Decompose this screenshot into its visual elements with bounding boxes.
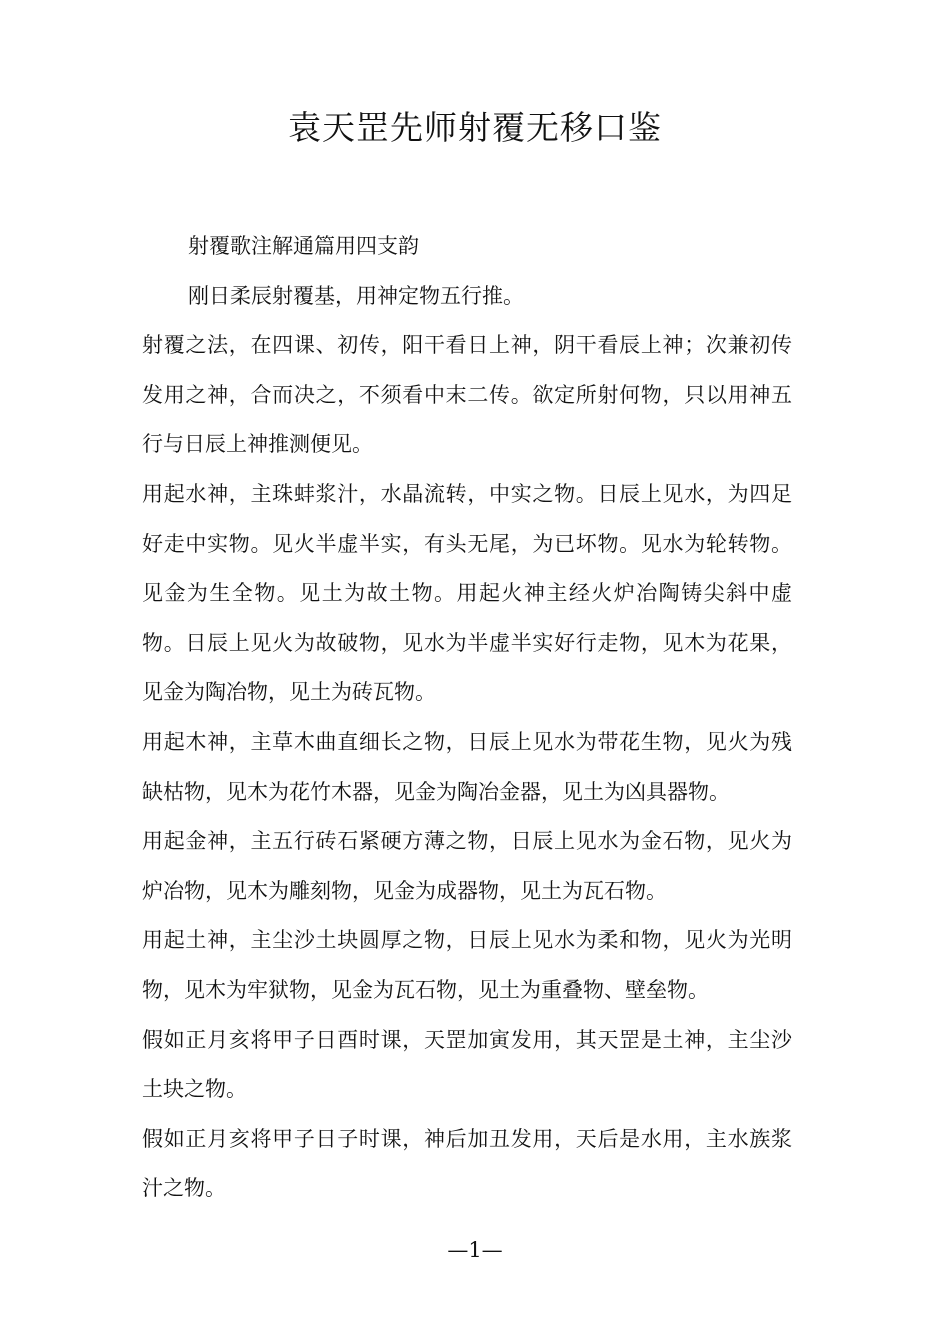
- paragraph-example-1: 假如正月亥将甲子日酉时课，天罡加寅发用，其天罡是土神，主尘沙土块之物。: [142, 1027, 792, 1102]
- document-title: 袁天罡先师射覆无移口鉴: [288, 108, 662, 147]
- verse-line: 刚日柔辰射覆基，用神定物五行推。: [188, 283, 524, 308]
- paragraph-wood: 用起木神，主草木曲直细长之物，日辰上见水为带花生物，见火为残缺枯物，见木为花竹木器，见金为陶冶金器，见土为凶具器物。: [142, 729, 792, 804]
- page-number: —1—: [447, 1238, 503, 1262]
- paragraph-water-fire: 用起水神，主珠蚌浆汁，水晶流转，中实之物。日辰上见水，为四足好走中实物。见火半虚半实，有头无尾，为已坏物。见水为轮转物。见金为生全物。见土为故土物。用起火神主经火炉冶陶铸尖斜中虚物。日辰上见火为故破物，见水为半虚半实好行走物，见木为花果，见金为陶冶物，见土为砖瓦物。: [142, 481, 792, 705]
- paragraph-earth: 用起土神，主尘沙土块圆厚之物，日辰上见水为柔和物，见火为光明物，见木为牢狱物，见金为瓦石物，见土为重叠物、壁垒物。: [142, 928, 792, 1002]
- paragraph-example-2: 假如正月亥将甲子日子时课，神后加丑发用，天后是水用，主水族浆汁之物。: [142, 1126, 792, 1201]
- paragraph-metal: 用起金神，主五行砖石紧硬方薄之物，日辰上见水为金石物，见火为炉冶物，见木为雕刻物，见金为成器物，见土为瓦石物。: [142, 829, 792, 903]
- document-body: [142, 222, 792, 1214]
- section-heading: 射覆歌注解通篇用四支韵: [188, 234, 419, 258]
- paragraph-method: 射覆之法，在四课、初传，阳干看日上神，阴干看辰上神；次兼初传发用之神，合而决之，不须看中末二传。欲定所射何物，只以用神五行与日辰上神推测便见。: [142, 333, 792, 457]
